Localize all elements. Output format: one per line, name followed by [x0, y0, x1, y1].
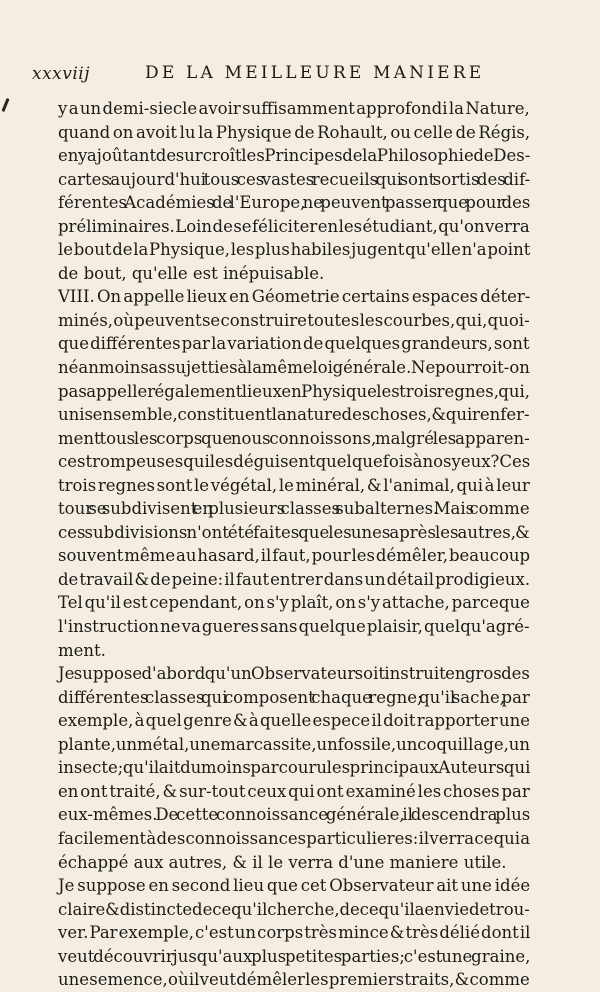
text-line: unis ensemble, constituent la nature des choses, & qui renfer- [58, 405, 530, 425]
text-line: ment. [58, 640, 106, 660]
text-line: de bout, qu'elle est inépuisable. [58, 263, 325, 283]
text-line: de travail & de peine: il faut entrer dans un détail prodigieux. [58, 569, 531, 589]
text-line: plante, un métal, une marcassite, un fossile, un coquillage, un [58, 734, 531, 754]
text-line: souvent même au hasard, il faut, pour les démêler, beaucoup [58, 546, 531, 566]
text-line: veut découvrir jusqu'aux plus petites parties; c'est une graine, [58, 946, 531, 966]
text-line: tour se subdivisent en plusieurs classes subalternes. Mais comme [58, 499, 530, 519]
text-line: trois regnes sont le végétal, le minéral, & l'animal, qui à leur [58, 475, 530, 495]
text-line: y a un demi-siecle avoir suffisamment approfondi la Nature, [58, 99, 530, 118]
text-line: une semence, où il veut démêler les premiers traits, & comme [58, 970, 530, 990]
text-line: pas appeller également lieux en Physique les trois regnes, qui, [58, 381, 531, 401]
text-line: en ont traité, & sur-tout ceux qui ont examiné les choses par [58, 781, 530, 801]
margin-mark [1, 98, 9, 112]
text-line: VIII. On appelle lieux en Géometrie certains espaces déter- [58, 287, 531, 307]
text-line: férentes Académies de l'Europe, ne peuvent passer que pour des [58, 193, 531, 213]
text-line: minés, où peuvent se construire toutes les courbes, qui, quoi- [58, 310, 530, 330]
text-line: en y ajoûtant de surcroît les Principes de la Philosophie de Des- [58, 146, 531, 166]
text-line: néanmoins assujetties à la même loi générale. Ne pourroit-on [58, 358, 530, 378]
text-line: insecte; qu'il ait du moins parcouru les principaux Auteurs qui [58, 758, 531, 778]
text-line: Je suppose en second lieu que cet Observateur ait une idée [58, 876, 531, 896]
page-body [58, 97, 530, 992]
text-line: Tel qu'il est cependant, on s'y plaît, on s'y attache, parceque [58, 593, 530, 613]
text-line: ment tous les corps que nous connoissons, malgré les apparen- [58, 428, 530, 448]
text-line: que différentes par la variation de quelques grandeurs, sont [58, 334, 530, 354]
text-line: exemple, à quel genre & à quelle espece il doit rapporter une [58, 711, 530, 731]
text-line: facilement à des connoissances particulieres: il verra ce qui a [58, 828, 531, 848]
text-line: Je suppose d'abord qu'un Observateur soit instruit en gros des [58, 664, 530, 684]
text-line: eux-mêmes. De cette connoissance générale, il descendra plus [58, 805, 531, 825]
page-header [32, 64, 525, 88]
text-line: ces subdivisions n'ont été faites que les unes après les autres, & [58, 522, 530, 542]
text-line: ces trompeuses qui les déguisent quelquefois à nos yeux? Ces [58, 452, 531, 472]
text-line: quand on avoit lu la Physique de Rohault, ou celle de Régis, [58, 122, 531, 142]
text-line: préliminaires. Loin de se féliciter en les étudiant, qu'on verra [58, 216, 530, 236]
text-line: différentes classes qui composent chaque regne; qu'il sache, par [58, 687, 530, 707]
text-line: échappé aux autres, & il le verra d'une maniere utile. [58, 852, 507, 872]
text-line: l'instruction ne va gueres sans quelque plaisir, quelqu'agré- [58, 617, 530, 637]
text-line: ver. Par exemple, c'est un corps très mince & très délié dont il [58, 923, 531, 943]
text-line: claire & distincte de ce qu'il cherche, de ce qu'il a envie de trou- [58, 899, 530, 919]
text-line: le bout de la Physique, les plus habiles jugent qu'elle n'a point [58, 240, 531, 260]
page-number: xxxviij [32, 64, 91, 84]
text-line: cartes : aujourd'hui tous ces vastes recueils qui sont sortis des dif- [58, 169, 531, 189]
running-title: DE LA MEILLEURE MANIERE [145, 63, 485, 83]
